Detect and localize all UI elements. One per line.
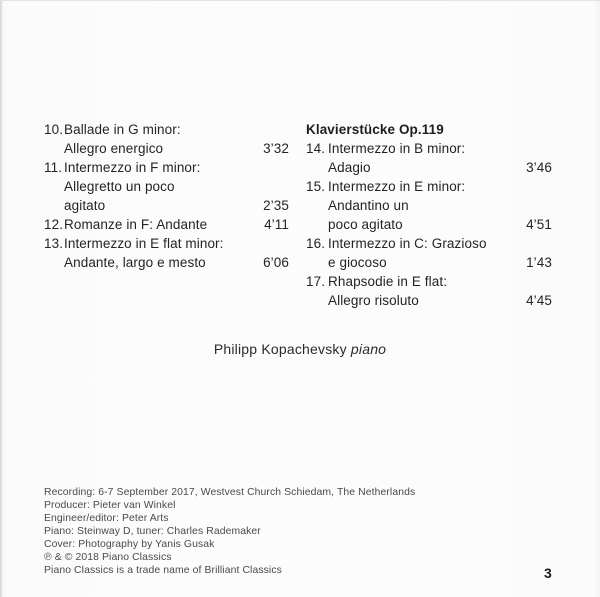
track-number: 12.	[44, 217, 64, 232]
track-duration: 3’46	[526, 160, 552, 175]
credit-line-trademark: Piano Classics is a trade name of Brilliant Classics	[44, 565, 282, 576]
track-number: 14.	[306, 141, 326, 156]
credit-line-recording: Recording: 6-7 September 2017, Westvest Church Schiedam, The Netherlands	[44, 487, 416, 498]
track-subtitle: agitato	[64, 198, 106, 213]
track-number: 11.	[44, 160, 63, 175]
track-row	[306, 139, 552, 158]
page-top-edge	[0, 0, 600, 1]
track-subtitle: Allegro energico	[64, 141, 164, 156]
track-duration: 4’51	[526, 217, 552, 232]
track-subtitle: poco agitato	[328, 217, 403, 232]
track-row	[306, 215, 552, 234]
track-duration: 2’35	[263, 198, 289, 213]
production-credits	[44, 486, 415, 577]
track-subtitle: Andante, largo e mesto	[64, 255, 206, 270]
track-title: Rhapsodie in E flat:	[328, 274, 448, 289]
track-title: Intermezzo in E minor:	[328, 179, 466, 194]
track-row	[44, 139, 289, 158]
track-subtitle: Allegretto un poco	[64, 179, 175, 194]
track-duration: 4’45	[526, 293, 552, 308]
credit-line-piano: Piano: Steinway D, tuner: Charles Rademaker	[44, 526, 261, 537]
performer-name: Philipp Kopachevsky	[213, 341, 347, 357]
credit-line-copyright: ℗ & © 2018 Piano Classics	[44, 552, 172, 563]
track-list-left	[44, 120, 289, 272]
performer-instrument: piano	[350, 341, 387, 357]
track-subtitle: Allegro risoluto	[328, 293, 419, 308]
track-number: 13.	[44, 236, 64, 251]
work-heading: Klavierstücke Op.119	[306, 122, 444, 137]
track-title: Ballade in G minor:	[64, 122, 181, 137]
credit-line-cover: Cover: Photography by Yanis Gusak	[44, 539, 215, 550]
track-row	[44, 177, 289, 196]
track-subtitle: e giocoso	[328, 255, 387, 270]
credit-line-engineer: Engineer/editor: Peter Arts	[44, 513, 169, 524]
track-row	[306, 158, 552, 177]
track-row	[306, 291, 552, 310]
track-row	[44, 120, 289, 139]
track-duration: 4’11	[264, 217, 289, 232]
performer-credit	[0, 341, 600, 357]
track-number: 15.	[306, 179, 326, 194]
page-edge-shadow	[0, 0, 2, 597]
track-subtitle: Adagio	[328, 160, 371, 175]
track-row	[44, 158, 289, 177]
track-row	[306, 177, 552, 196]
track-subtitle: Andantino un	[328, 198, 409, 213]
track-row	[306, 234, 552, 253]
track-row	[306, 272, 552, 291]
track-duration: 1’43	[526, 255, 552, 270]
track-duration: 6’06	[263, 255, 289, 270]
track-row	[44, 234, 289, 253]
page-number: 3	[544, 565, 552, 581]
track-list-right	[306, 120, 552, 310]
track-row	[306, 196, 552, 215]
track-row	[44, 215, 289, 234]
track-row	[44, 253, 289, 272]
track-title: Intermezzo in E flat minor:	[64, 236, 224, 251]
track-row	[306, 253, 552, 272]
track-title: Romanze in F: Andante	[64, 217, 208, 232]
track-title: Intermezzo in B minor:	[328, 141, 466, 156]
track-title: Intermezzo in C: Grazioso	[328, 236, 487, 251]
track-title: Intermezzo in F minor:	[64, 160, 201, 175]
track-number: 17.	[306, 274, 326, 289]
credit-line-producer: Producer: Pieter van Winkel	[44, 500, 176, 511]
track-row	[44, 196, 289, 215]
track-number: 10.	[44, 122, 64, 137]
track-duration: 3’32	[263, 141, 289, 156]
track-number: 16.	[306, 236, 326, 251]
